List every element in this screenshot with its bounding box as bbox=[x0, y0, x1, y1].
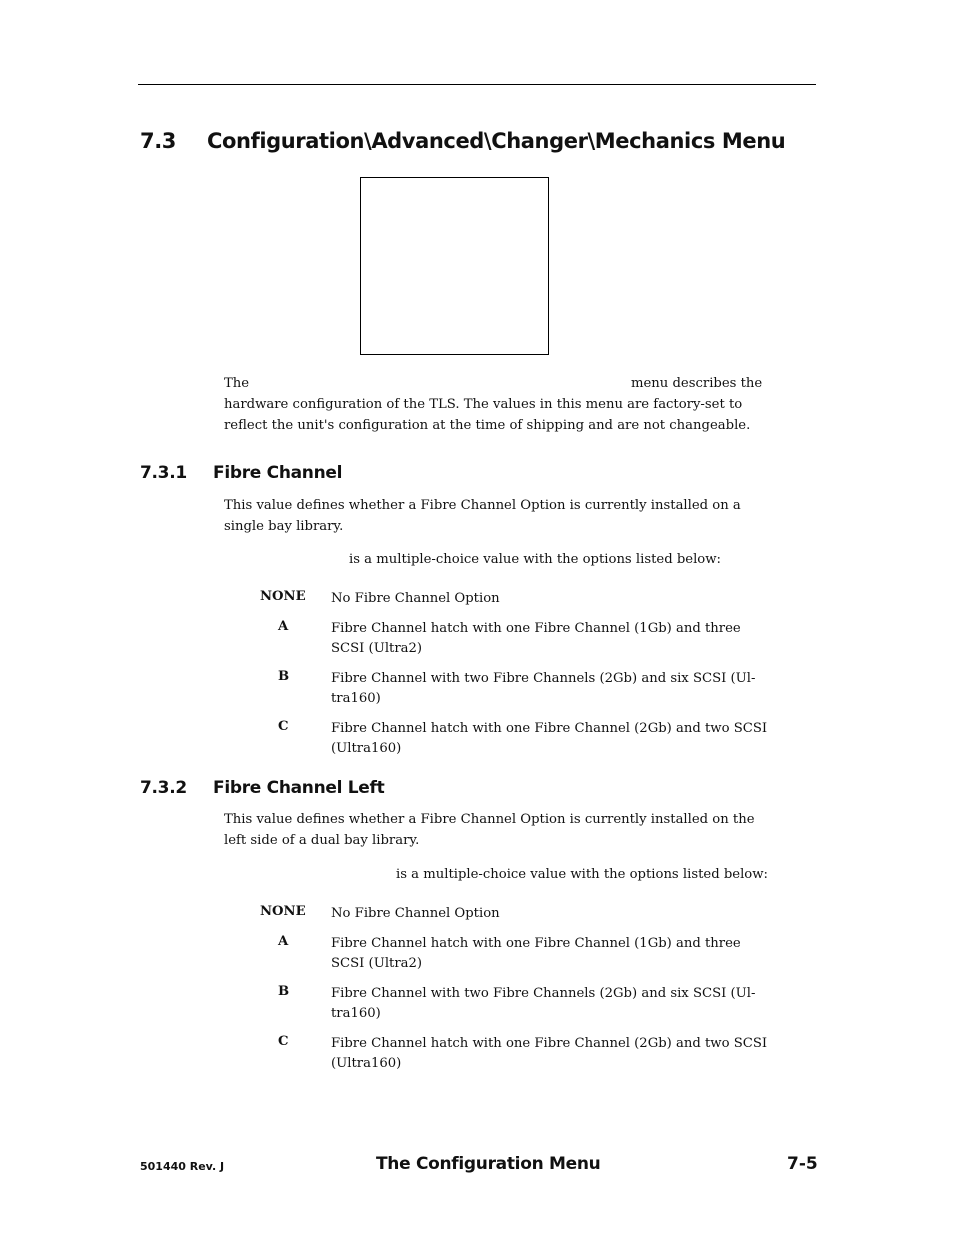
subsection-number: 7.3.1 bbox=[140, 463, 187, 483]
option-key: B bbox=[278, 669, 290, 684]
subsection-title: Fibre Channel Left bbox=[213, 778, 385, 798]
subsection-description: This value defines whether a Fibre Channel Option is currently installed on a single bay library. bbox=[224, 498, 741, 534]
option-key: A bbox=[278, 619, 289, 634]
option-description: Fibre Channel hatch with one Fibre Channel (1Gb) and three SCSI (Ultra2) bbox=[331, 936, 741, 971]
choice-text: is a multiple-choice value with the options listed below: bbox=[396, 867, 768, 882]
footer-chapter-title: The Configuration Menu bbox=[376, 1154, 601, 1174]
option-description: Fibre Channel hatch with one Fibre Channel (2Gb) and two SCSI (Ultra160) bbox=[331, 1036, 768, 1071]
section-number: 7.3 bbox=[140, 129, 177, 153]
intro-text-start: The bbox=[224, 376, 250, 391]
option-description: Fibre Channel with two Fibre Channels (2Gb) and six SCSI (Ul-tra160) bbox=[331, 671, 756, 706]
section-title: Configuration\Advanced\Changer\Mechanics Menu bbox=[207, 129, 786, 153]
option-description: Fibre Channel hatch with one Fibre Channel (1Gb) and three SCSI (Ultra2) bbox=[331, 621, 741, 656]
option-key: B bbox=[278, 984, 290, 999]
option-description: No Fibre Channel Option bbox=[331, 591, 500, 606]
subsection-title: Fibre Channel bbox=[213, 463, 343, 483]
option-description: No Fibre Channel Option bbox=[331, 906, 500, 921]
intro-paragraph: hardware configuration of the TLS. The values in this menu are factory-set to reflect the unit's configuration at the time of shipping and are not changeable. bbox=[224, 397, 751, 433]
menu-screenshot-placeholder bbox=[360, 177, 549, 355]
subsection-number: 7.3.2 bbox=[140, 778, 187, 798]
choice-text: is a multiple-choice value with the options listed below: bbox=[349, 552, 721, 567]
intro-text-end: menu describes the bbox=[631, 376, 763, 391]
option-key: C bbox=[278, 719, 289, 734]
option-description: Fibre Channel with two Fibre Channels (2Gb) and six SCSI (Ul-tra160) bbox=[331, 986, 756, 1021]
option-key: C bbox=[278, 1034, 289, 1049]
option-key: A bbox=[278, 934, 289, 949]
subsection-description: This value defines whether a Fibre Channel Option is currently installed on the left side of a dual bay library. bbox=[224, 812, 755, 848]
header-rule bbox=[138, 84, 816, 85]
option-key: NONE bbox=[260, 589, 306, 604]
footer-doc-number: 501440 Rev. J bbox=[140, 1160, 225, 1173]
footer-page-number: 7-5 bbox=[787, 1154, 818, 1174]
option-description: Fibre Channel hatch with one Fibre Channel (2Gb) and two SCSI (Ultra160) bbox=[331, 721, 768, 756]
option-key: NONE bbox=[260, 904, 306, 919]
